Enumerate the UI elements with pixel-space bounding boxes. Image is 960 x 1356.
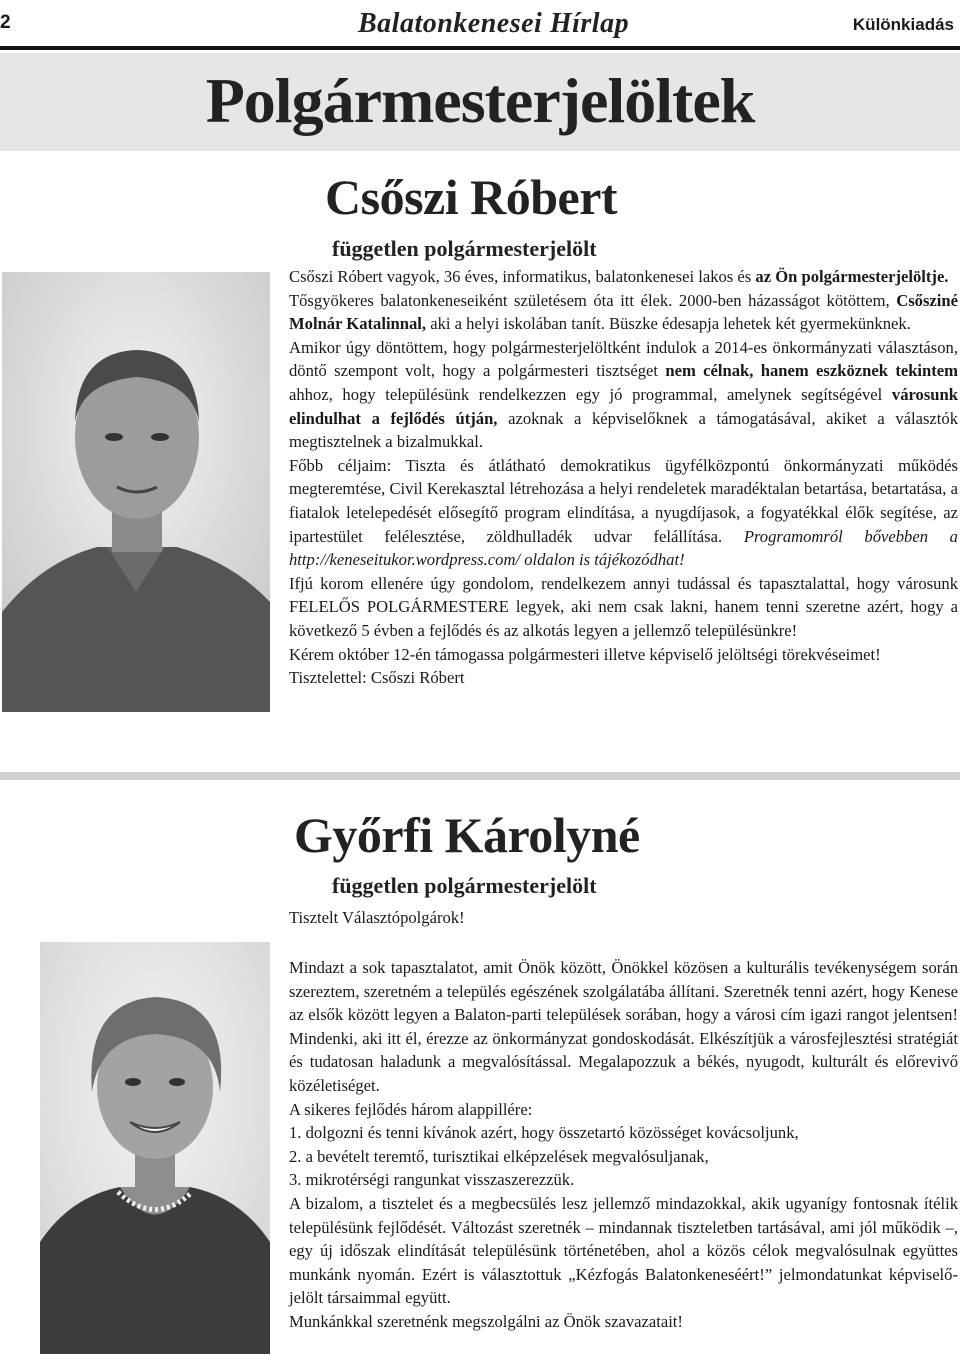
text-span: aki a helyi iskolában tanít. Büszke édesapja lehetek két gyermekünknek. bbox=[426, 314, 911, 334]
publication-title: Balatonkenesei Hírlap bbox=[358, 8, 630, 39]
candidate2-list-item: 3. mikrotérségi rangunkat visszaszerezzük. bbox=[289, 1170, 575, 1190]
text-span: Tősgyökeres balatonkeneseiként születésem óta itt élek. 2000-ben házasságot kötöttem, bbox=[289, 290, 897, 310]
text-span: azoknak a képviselőknek a támogatásával, akiket a választók megtisztelnek a bizalmukkal. bbox=[289, 408, 958, 452]
candidate2-paragraph: Munkánkkal szeretnénk megszolgálni az Önök szavazatait! bbox=[289, 1311, 683, 1331]
candidate1-role: független polgármesterjelölt bbox=[332, 236, 597, 261]
candidate1-photo bbox=[2, 272, 270, 712]
candidate1-paragraph bbox=[289, 336, 958, 454]
header-rule bbox=[0, 46, 960, 50]
candidate2-paragraph: Mindazt a sok tapasztalatot, amit Önök között, Önökkel közösen a kulturális tevékenységem során szereztem, szeretném a település egészének szolgálatába állítani. Szeretnék tenni azért, hogy Kenese az elsők között legyen a Balaton-parti települések sorában, hogy a városi cím igazi rangot jelentsen! Mindenki, aki itt él, érezze az önkormányzat gondoskodását. Elkészítjük a városfejlesztési stratégiát és tudatosan haladunk a megvalósítással. Megalapozzuk a békés, nyugodt, kulturált és előrevivő közéletiséget. bbox=[289, 958, 958, 1095]
candidate1-paragraph bbox=[289, 289, 958, 336]
candidate2-text bbox=[289, 956, 958, 1334]
section-title: Polgármesterjelöltek bbox=[205, 65, 755, 136]
text-span: ahhoz, hogy településünk rendelkezzen egy jó programmal, amelynek segítségével bbox=[289, 384, 892, 404]
candidate2-photo bbox=[40, 942, 270, 1354]
candidate1-name: Csőszi Róbert bbox=[325, 169, 618, 225]
emphasis: nem célnak, hanem eszköznek tekintem bbox=[665, 361, 958, 381]
candidate1-text bbox=[289, 265, 958, 690]
candidate2-paragraph: A bizalom, a tisztelet és a megbecsülés lesz jellemző mindazokkal, akik ugyanígy fontosnak ítélik településünk fejlődését. Változást szeretnék – mindannak tiszteletben tartásával, ami jól működik –, egy új időszak elindítását településünk történetében, ahol a közös célok megvalósulnak együttes munkánk nyomán. Ezért is választottuk „Kézfogás Balatonkeneséért!” jelmondatunkat képviselő-jelölt társaimmal együtt. bbox=[289, 1193, 958, 1308]
text-span: Amikor úgy döntöttem, hogy polgármesterjelöltként indulok a 2014-es önkormányzati választáson, döntő szempont volt, hogy a polgármesteri tisztséget bbox=[289, 337, 958, 381]
text-span: Csőszi Róbert vagyok, 36 éves, informatikus, balatonkenesei lakos és bbox=[289, 267, 756, 286]
candidate2-paragraph: A sikeres fejlődés három alappillére: bbox=[289, 1099, 533, 1119]
emphasis: Csősziné Molnár Katalinnal, bbox=[289, 290, 958, 334]
candidate2-name: Győrfi Károlyné bbox=[294, 807, 640, 863]
candidate1-paragraph: Kérem október 12-én támogassa polgármesteri illetve képviselő jelöltségi törekvéseimet! bbox=[289, 644, 881, 664]
candidate1-paragraph bbox=[289, 454, 958, 572]
portrait-man-image bbox=[2, 272, 270, 712]
page-number: 2 bbox=[0, 12, 11, 33]
emphasis: az Ön polgármesterjelöltje. bbox=[755, 267, 949, 286]
portrait-woman-image bbox=[40, 942, 270, 1354]
candidate1-signature: Tisztelettel: Csőszi Róbert bbox=[289, 668, 465, 688]
candidate2-greeting: Tisztelt Választópolgárok! bbox=[289, 908, 465, 927]
issue-label: Különkiadás bbox=[852, 15, 954, 34]
section-separator bbox=[0, 772, 960, 780]
candidate2-role: független polgármesterjelölt bbox=[332, 873, 597, 898]
candidate2-list-item: 2. a bevételt teremtő, turisztikai elképzelések megvalósuljanak, bbox=[289, 1146, 709, 1166]
website-reference: Programomról bővebben a http://keneseitukor.wordpress.com/ oldalon is tájékozódhat! bbox=[289, 526, 958, 570]
candidate1-paragraph: Ifjú korom ellenére úgy gondolom, rendelkezem annyi tudással és tapasztalattal, hogy városunk FELELŐS POLGÁRMESTERE legyek, aki nem csak lakni, hanem tenni szeretne azért, hogy a következő 5 évben a fejlődés és az alkotás legyen a jellemző településünkre! bbox=[289, 573, 958, 640]
emphasis: városunk elindulhat a fejlődés útján, bbox=[289, 384, 958, 428]
candidate1-paragraph bbox=[289, 265, 958, 289]
candidate2-list-item: 1. dolgozni és tenni kívánok azért, hogy összetartó közösséget kovácsoljunk, bbox=[289, 1123, 799, 1143]
text-span: Főbb céljaim: Tiszta és átlátható demokratikus ügyfélközpontú önkormányzati működés megteremtése, Civil Kerekasztal létrehozása a helyi rendeletek maradéktalan betartása, betartatása, a fiatalok letelepedését elősegítő program elindítása, a nyugdíjasok, a fogyatékkal élők segítése, az ipartestület felélesztése, zöldhulladék udvar felállítása. bbox=[289, 455, 958, 546]
